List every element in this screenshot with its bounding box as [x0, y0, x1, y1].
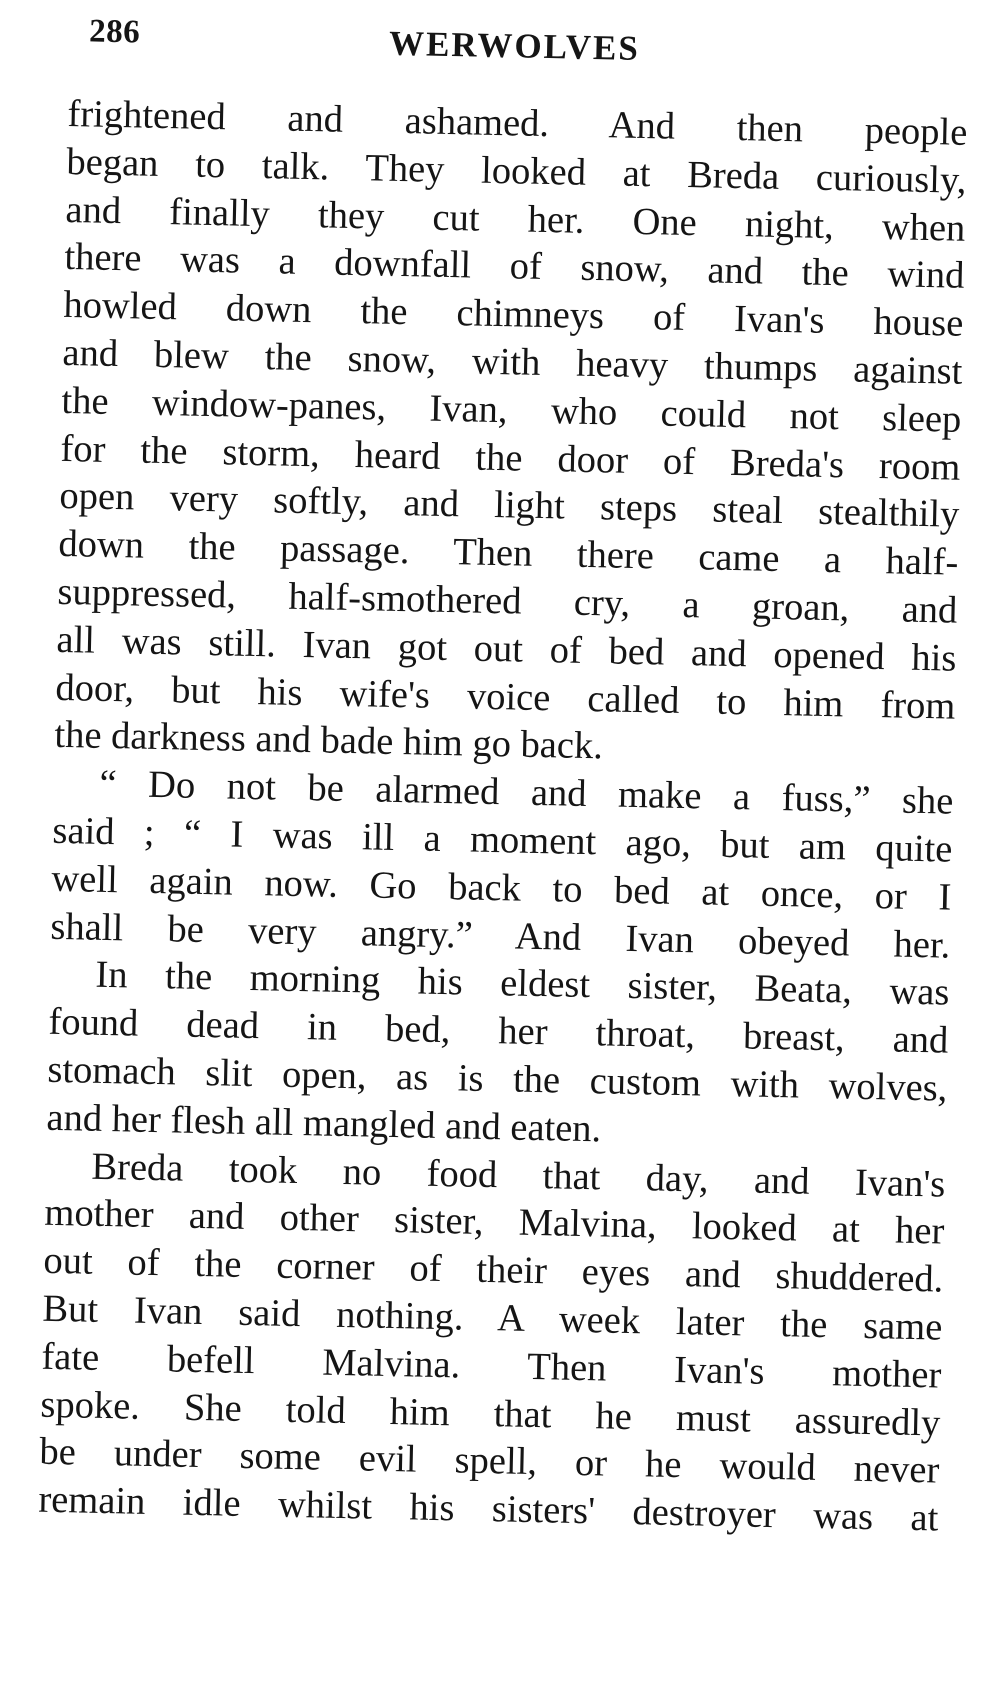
text-line: In the morning his eldest sister, Beata, was	[95, 954, 950, 1014]
body-text	[38, 91, 968, 1543]
text-line: mother and other sister, Malvina, looked at her	[44, 1192, 945, 1253]
text-line: said ; “ I was ill a moment ago, but am quite	[52, 809, 953, 871]
text-line: the window-panes, Ivan, who could not sleep	[61, 379, 962, 441]
text-line: howled down the chimneys of Ivan's house	[63, 284, 964, 345]
text-line: and finally they cut her. One night, when	[65, 188, 966, 250]
text-line: shall be very angry.” And Ivan obeyed her.	[50, 905, 951, 967]
text-line: and her flesh all mangled and eaten.	[46, 1096, 602, 1151]
text-line: down the passage. Then there came a half-	[58, 523, 959, 584]
text-line: open very softly, and light steps steal stealthily	[59, 475, 960, 537]
text-line: for the storm, heard the door of Breda's room	[60, 427, 961, 489]
text-line: suppressed, half-smothered cry, a groan, and	[57, 570, 958, 632]
page-number: 286	[88, 13, 141, 51]
text-line: there was a downfall of snow, and the wind	[64, 236, 965, 298]
text-line: spoke. She told him that he must assuredly	[40, 1383, 941, 1445]
text-line: fate befell Malvina. Then Ivan's mother	[41, 1335, 942, 1397]
text-line: well again now. Go back to bed at once, or I	[51, 857, 952, 919]
text-line: “ Do not be alarmed and make a fuss,” she	[99, 762, 954, 823]
page-header	[88, 9, 969, 87]
text-line: Breda took no food that day, and Ivan's	[91, 1145, 946, 1206]
text-line: be under some evil spell, or he would never	[39, 1430, 940, 1492]
text-line: began to talk. They looked at Breda curiously,	[66, 140, 967, 202]
running-head: WERWOLVES	[388, 23, 641, 68]
text-line: door, but his wife's voice called to him from	[55, 666, 956, 728]
text-line: frightened and ashamed. And then people	[67, 92, 968, 154]
text-line: and blew the snow, with heavy thumps against	[62, 331, 963, 393]
text-line: remain idle whilst his sisters' destroyer was at	[38, 1478, 939, 1540]
text-line: all was still. Ivan got out of bed and opened his	[56, 618, 957, 680]
text-line: found dead in bed, her throat, breast, and	[48, 1000, 949, 1062]
text-line: But Ivan said nothing. A week later the same	[42, 1287, 943, 1349]
text-line: the darkness and bade him go back.	[54, 714, 604, 768]
text-line: stomach slit open, as is the custom with wolves,	[47, 1048, 948, 1110]
text-line: out of the corner of their eyes and shuddered.	[43, 1239, 944, 1301]
